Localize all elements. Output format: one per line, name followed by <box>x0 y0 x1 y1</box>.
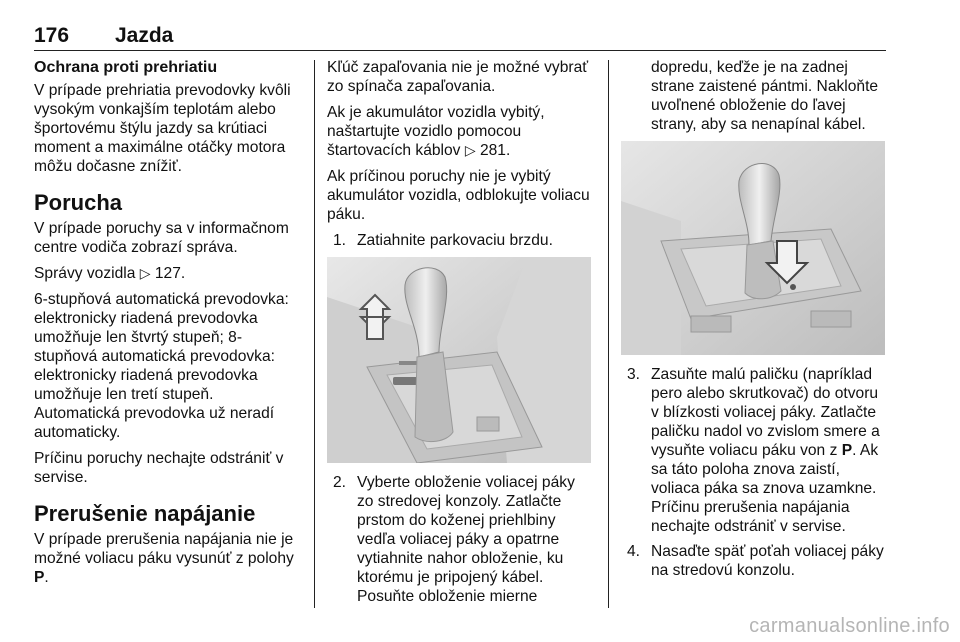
messages-text: Správy vozidla <box>34 265 136 282</box>
step-number: 2. <box>333 474 347 491</box>
battery-paragraph <box>327 103 595 160</box>
steps-list <box>327 231 595 250</box>
column-3 <box>621 58 889 587</box>
step-number: 1. <box>333 232 347 249</box>
step-number: 3. <box>627 366 641 383</box>
step3-text-a: Zasuňte malú paličku (napríklad pero alebo skrutkovač) do otvoru v blízkosti voliacej páky. Zatlačte paličku nadol vo zvislom smere a vysuňte voliacu páku von z <box>651 366 880 459</box>
messages-paragraph <box>34 264 302 283</box>
steps-list <box>327 473 595 606</box>
page-header <box>34 22 886 51</box>
steps-list <box>621 365 889 580</box>
column-2 <box>327 58 595 613</box>
step-text: Zatiahnite parkovaciu brzdu. <box>357 232 553 249</box>
page-number: 176 <box>34 24 70 47</box>
position-p: P <box>841 442 853 459</box>
column-divider <box>608 60 609 608</box>
list-item <box>327 473 595 606</box>
step3-text-b: . Ak sa táto poloha znova zaistí, voliaca páka sa znova uzamkne. Príčinu prerušenia napájania nechajte odstrániť v servise. <box>651 442 879 535</box>
battery-ref: 281. <box>479 142 511 159</box>
chapter-title: Jazda <box>115 24 174 47</box>
gearbox-paragraph: 6-stupňová automatická prevodovka: elektronicky riadená prevodovka umožňuje len štvrtý stupeň; 8-stupňová automatická prevodovka: elektronicky riadená prevodovka umožňuje len tretí stupeň. Automatická prevodovka už neradí automaticky. <box>34 291 289 441</box>
step-text: Vyberte obloženie voliacej páky zo stredovej konzoly. Zatlačte prstom do koženej priehlbiny vedľa voliacej páky a opatrne vytiahnite nahor obloženie, ku ktorému je pripojený kábel. Posuňte obloženie mierne <box>357 474 575 605</box>
overheat-heading: Ochrana proti prehriatiu <box>34 59 218 76</box>
list-item <box>621 365 889 536</box>
watermark: carmanualsonline.info <box>749 615 950 637</box>
gear-lever-illustration <box>327 257 591 463</box>
fault-paragraph: V prípade poruchy sa v informačnom centre vodiča zobrazí správa. <box>34 220 289 256</box>
page-reference-icon: ▷ <box>464 142 476 158</box>
fault-heading: Porucha <box>34 190 123 215</box>
power-heading: Prerušenie napájanie <box>34 501 256 526</box>
column-divider <box>314 60 315 608</box>
battery-text: Ak je akumulátor vozidla vybitý, naštartujte vozidlo pomocou štartovacích káblov <box>327 104 545 159</box>
service-paragraph: Príčinu poruchy nechajte odstrániť v servise. <box>34 450 284 486</box>
power-end: . <box>44 569 49 586</box>
column-1 <box>34 58 302 594</box>
list-item <box>327 231 595 250</box>
list-item <box>621 542 889 580</box>
step-number: 4. <box>627 543 641 560</box>
power-paragraph <box>34 530 302 587</box>
step2-continuation: dopredu, keďže je na zadnej strane zaistené pántmi. Nakloňte uvoľnené obloženie do ľavej strany, aby sa nenapínal kábel. <box>651 59 879 133</box>
power-text: V prípade prerušenia napájania nie je možné voliacu páku vysunúť z polohy <box>34 531 294 567</box>
key-paragraph: Kľúč zapaľovania nie je možné vybrať zo spínača zapaľovania. <box>327 59 589 95</box>
console-removal-illustration <box>621 141 885 355</box>
page-reference-icon: ▷ <box>139 265 151 281</box>
messages-ref: 127. <box>154 265 186 282</box>
unlock-paragraph: Ak príčinou poruchy nie je vybitý akumulátor vozidla, odblokujte voliacu páku. <box>327 168 590 223</box>
step-text: Nasaďte späť poťah voliacej páky na stredovú konzolu. <box>651 543 884 579</box>
position-p: P <box>34 569 45 586</box>
overheat-paragraph: V prípade prehriatia prevodovky kvôli vysokým vonkajším teplotám alebo športovému štýlu jazdy sa krútiaci moment a maximálne otáčky motora môžu dočasne znížiť. <box>34 82 291 175</box>
